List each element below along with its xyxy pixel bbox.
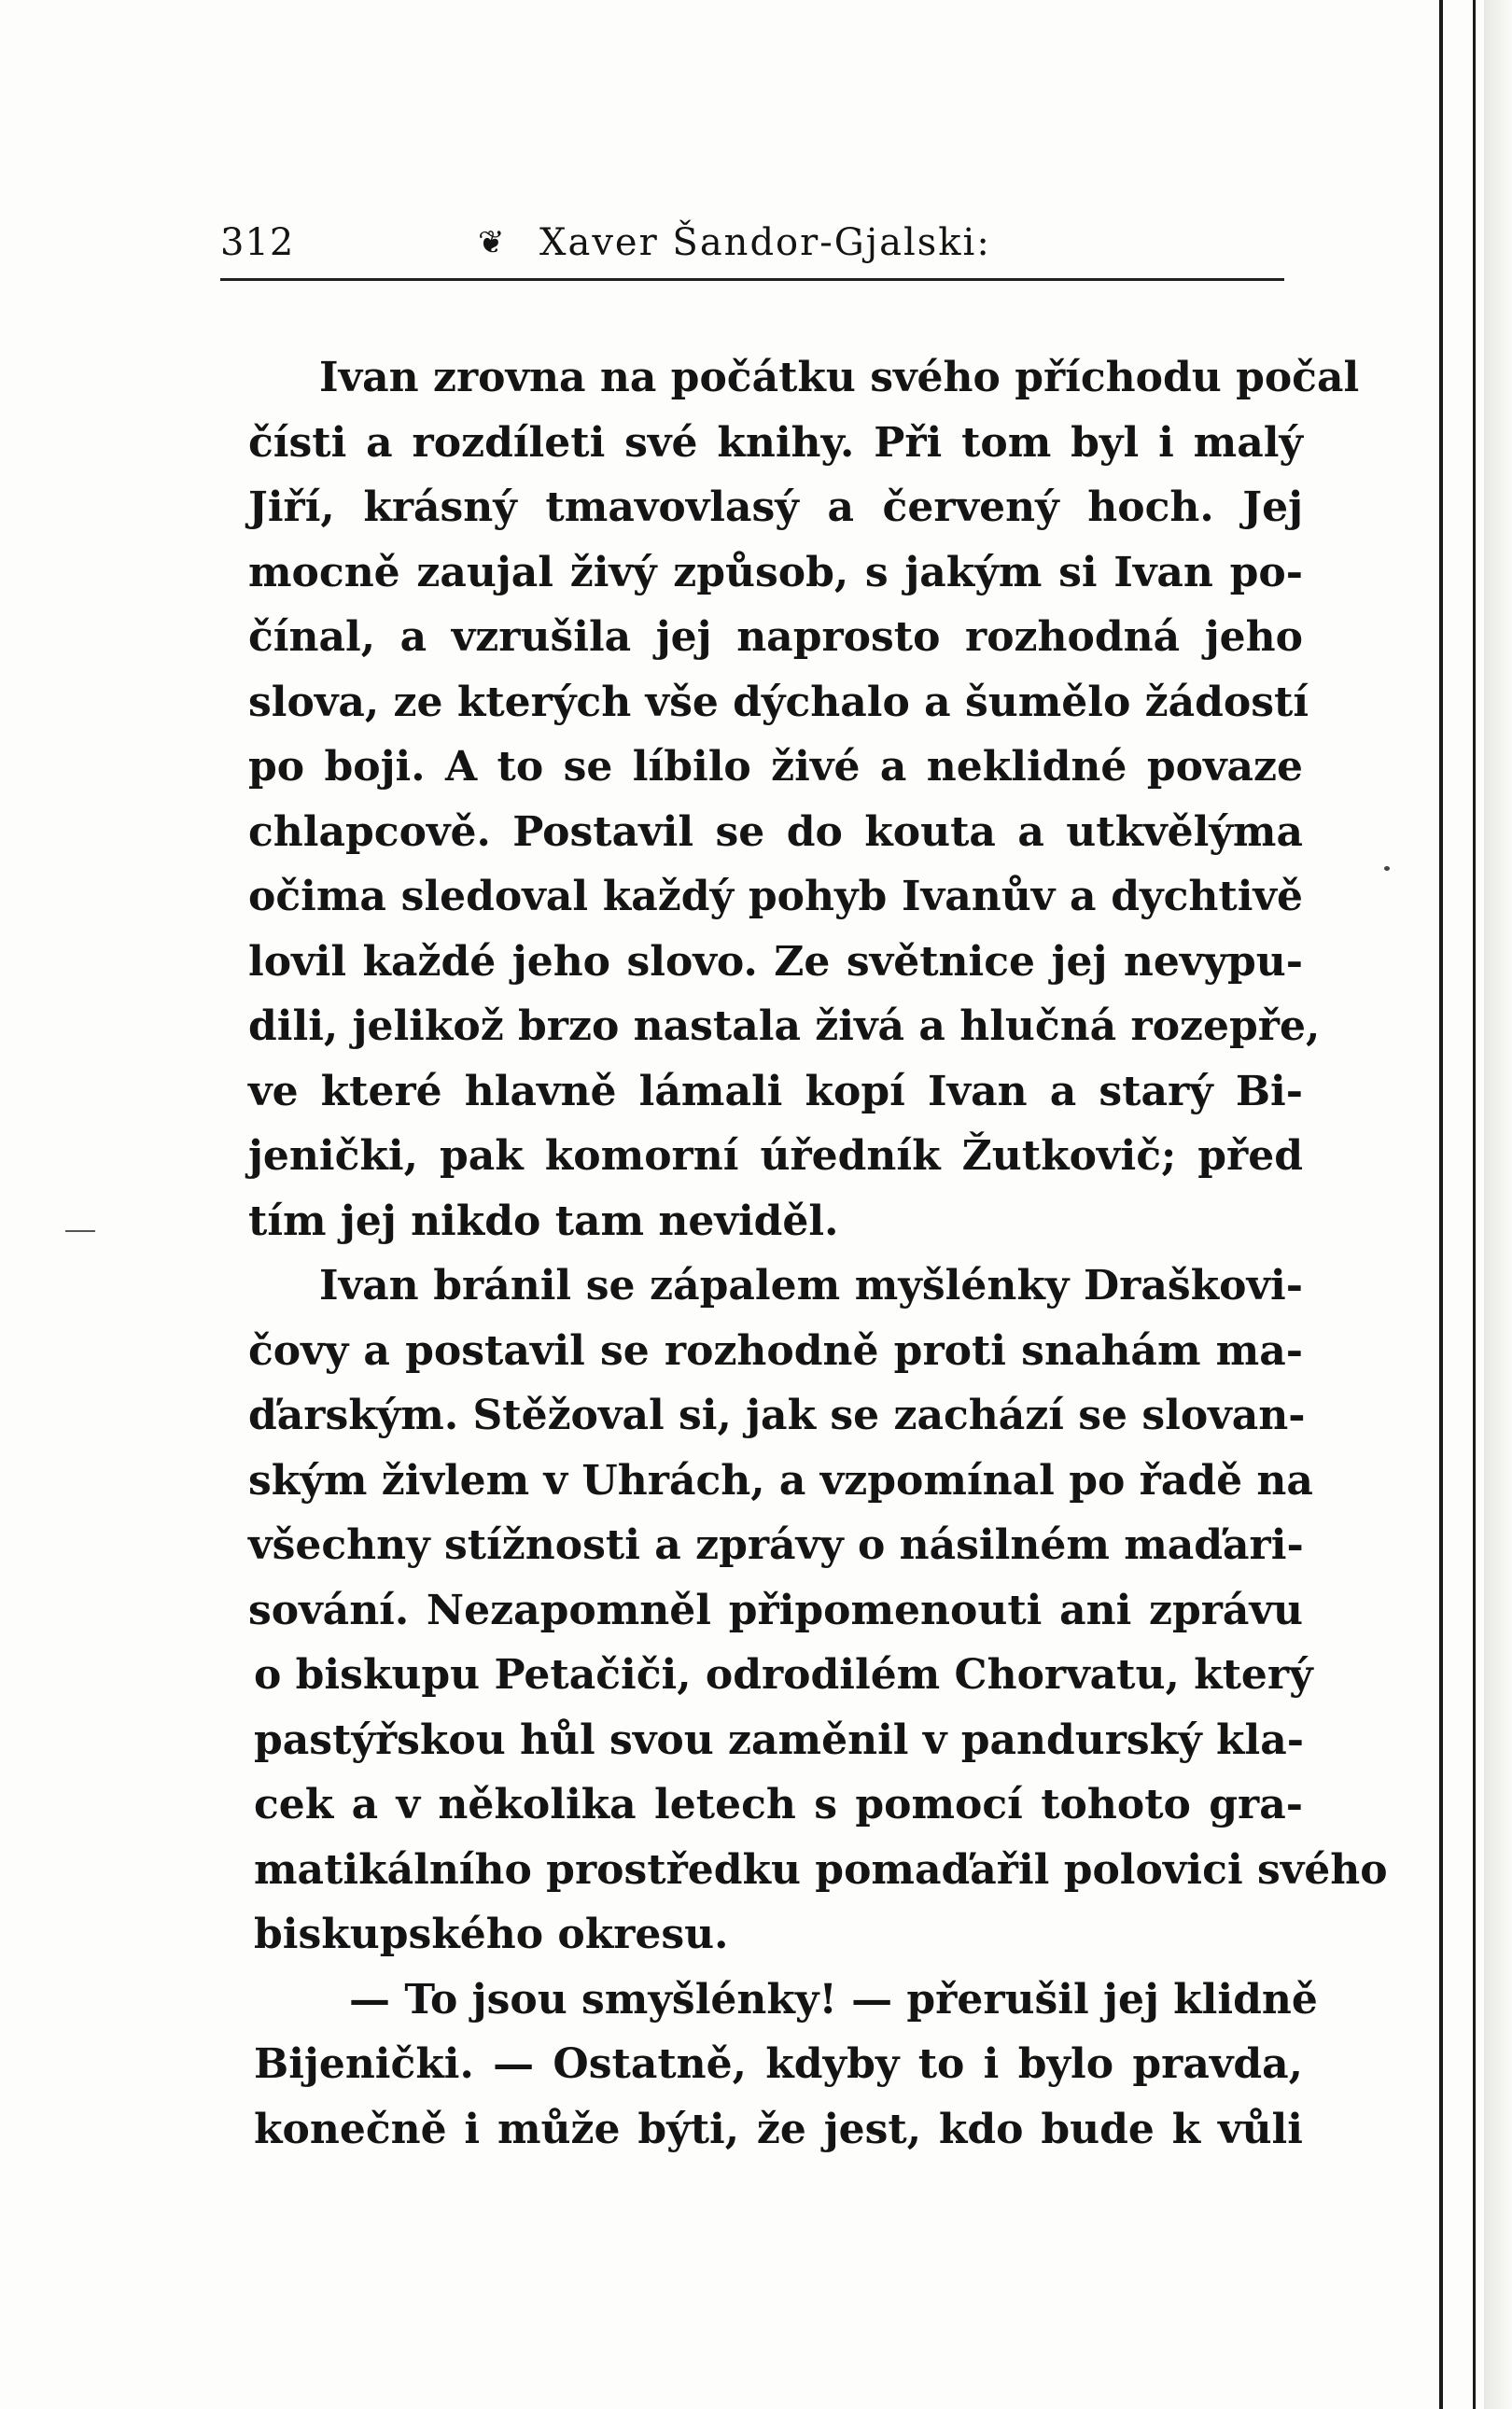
text-line: sování. Nezapomněl připomenouti ani zprávu <box>248 1586 1303 1634</box>
text-line: Bijeničkі. — Ostatně, kdyby to i bylo pravda, <box>254 2040 1303 2088</box>
text-line: Ivan zrovna na počátku svého příchodu počal <box>319 354 1360 401</box>
page-edge-line <box>1439 0 1443 2409</box>
text-line: všechny stížnosti a zprávy o násilném maďari- <box>248 1521 1304 1569</box>
page-number: 312 <box>220 221 295 264</box>
ink-speck <box>1384 866 1390 871</box>
margin-mark <box>65 1230 95 1232</box>
ornament-icon: ❦ <box>478 224 505 261</box>
text-line: jeničkі, pak komorní úředník Žutkovič; před <box>248 1132 1303 1180</box>
text-line: slova, ze kterých vše dýchalo a šumělo žádostí <box>248 678 1309 726</box>
text-line: čísti a rozdíleti své knihy. Při tom byl i malý <box>248 418 1303 467</box>
text-line: očima sledoval každý pohyb Ivanův a dychtivě <box>248 873 1303 920</box>
body-text <box>248 345 1388 2162</box>
text-line: konečně i může býti, že jest, kdo bude k vůli <box>254 2105 1303 2153</box>
running-title: Xaver Šandor-Gjalski: <box>539 221 991 264</box>
page-edge-line <box>1473 0 1476 2409</box>
text-line: pastýřskou hůl svou zaměnil v pandurský kla- <box>254 1716 1305 1764</box>
text-line: po boji. A to se líbilo živé a neklidné povaze <box>248 743 1303 791</box>
text-line: lovil každé jeho slovo. Ze světnice jej nevypu- <box>248 937 1303 986</box>
text-line: o biskupu Petačiči, odrodilém Chorvatu, který <box>254 1651 1313 1699</box>
text-line: mocně zaujal živý způsob, s jakým si Ivan po- <box>248 548 1303 596</box>
text-line: dili, jelikož brzo nastala živá a hlučná rozepře, <box>248 1002 1321 1050</box>
text-line: Jiří, krásný tmavovlasý a červený hoch. Jej <box>248 483 1303 531</box>
text-line: ďarským. Stěžoval si, jak se zachází se slovan- <box>248 1392 1306 1439</box>
text-line: chlapcově. Postavil se do kouta a utkvělýma <box>248 807 1303 856</box>
running-header <box>220 217 1284 281</box>
text-line: ským živlem v Uhrách, a vzpomínal po řadě na <box>248 1456 1313 1505</box>
text-line: ve které hlavně lámali kopí Ivan a starý Bi- <box>248 1067 1303 1115</box>
text-line: biskupského okresu. <box>254 1911 729 1958</box>
text-line: — To jsou smyšlénky! — přerušil jej klidně <box>349 1975 1318 2024</box>
text-line: tím jej nikdo tam neviděl. <box>248 1197 839 1245</box>
text-line: matikálního prostředku pomaďařil polovici svého <box>254 1845 1388 1894</box>
text-line: čínal, a vzrušila jej naprosto rozhodná jeho <box>248 613 1303 661</box>
text-line: cek a v několika letech s pomocí tohoto gra- <box>254 1781 1303 1828</box>
text-line: čovy a postavil se rozhodně proti snahám ma- <box>248 1326 1303 1375</box>
page-edge-shadow <box>1484 0 1512 2409</box>
text-line: Ivan bránil se zápalem myšlénky Draškovi- <box>319 1262 1303 1310</box>
